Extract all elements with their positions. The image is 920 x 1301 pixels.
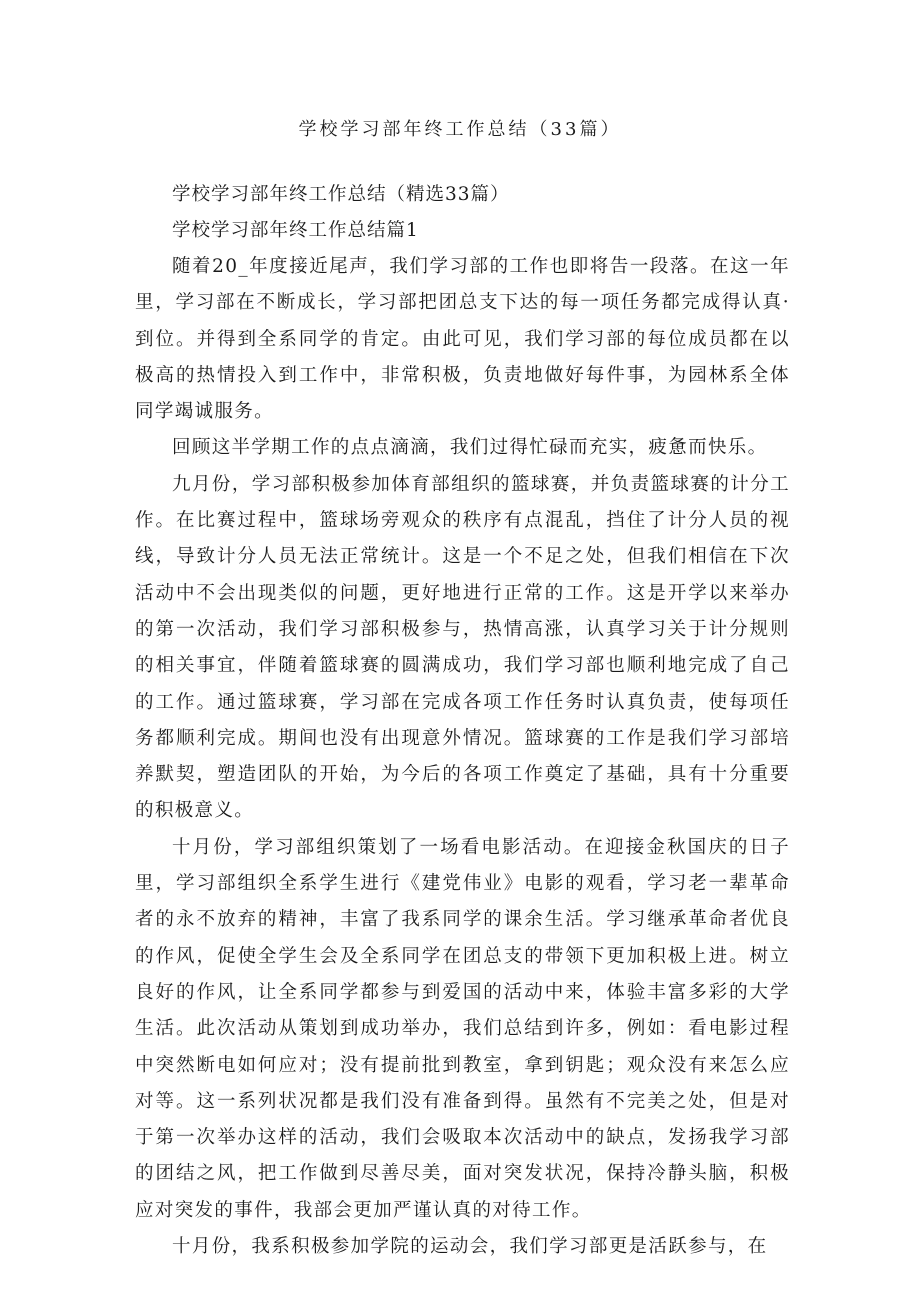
paragraph-intro: 随着20_年度接近尾声，我们学习部的工作也即将告一段落。在这一年里，学习部在不断成长，学习部把团总支下达的每一项任务都完成得认真·到位。并得到全系同学的肯定。由此可见，我们学习部的每位成员都在以极高的热情投入到工作中，非常积极，负责地做好每件事，为园林系全体同学竭诚服务。 (135, 256, 790, 423)
paragraph-review: 回顾这半学期工作的点点滴滴，我们过得忙碌而充实，疲惫而快乐。 (172, 437, 768, 459)
section-heading: 学校学习部年终工作总结篇1 (172, 220, 419, 241)
paragraph-september: 九月份，学习部积极参加体育部组织的篮球赛，并负责篮球赛的计分工作。在比赛过程中，篮球场旁观众的秩序有点混乱，挡住了计分人员的视线，导致计分人员无法正常统计。这是一个不足之处，但我们相信在下次活动中不会出现类似的问题，更好地进行正常的工作。这是开学以来举办的第一次活动，我们学习部积极参与，热情高涨，认真学习关于计分规则的相关事宜，伴随着篮球赛的圆满成功，我们学习部也顺利地完成了自己的工作。通过篮球赛，学习部在完成各项工作任务时认真负责，使每项任务都顺利完成。期间也没有出现意外情况。篮球赛的工作是我们学习部培养默契，塑造团队的开始，为今后的各项工作奠定了基础，具有十分重要的积极意义。 (135, 473, 790, 822)
document-body (135, 177, 790, 1265)
document-title: 学校学习部年终工作总结（33篇） (298, 119, 622, 140)
paragraph-october-movie: 十月份，学习部组织策划了一场看电影活动。在迎接金秋国庆的日子里，学习部组织全系学生进行《建党伟业》电影的观看，学习老一辈革命者的永不放弃的精神，丰富了我系同学的课余生活。学习继承革命者优良的作风，促使全学生会及全系同学在团总支的带领下更加积极上进。树立良好的作风，让全系同学都参与到爱国的活动中来，体验丰富多彩的大学生活。此次活动从策划到成功举办，我们总结到许多，例如：看电影过程中突然断电如何应对；没有提前批到教室，拿到钥匙；观众没有来怎么应对等。这一系列状况都是我们没有准备到得。虽然有不完美之处，但是对于第一次举办这样的活动，我们会吸取本次活动中的缺点，发扬我学习部的团结之风，把工作做到尽善尽美，面对突发状况，保持冷静头脑，积极应对突发的事件，我部会更加严谨认真的对待工作。 (135, 836, 790, 1221)
document-subtitle: 学校学习部年终工作总结（精选33篇） (172, 184, 510, 205)
paragraph-october-sports: 十月份，我系积极参加学院的运动会，我们学习部更是活跃参与，在 (172, 1236, 768, 1258)
